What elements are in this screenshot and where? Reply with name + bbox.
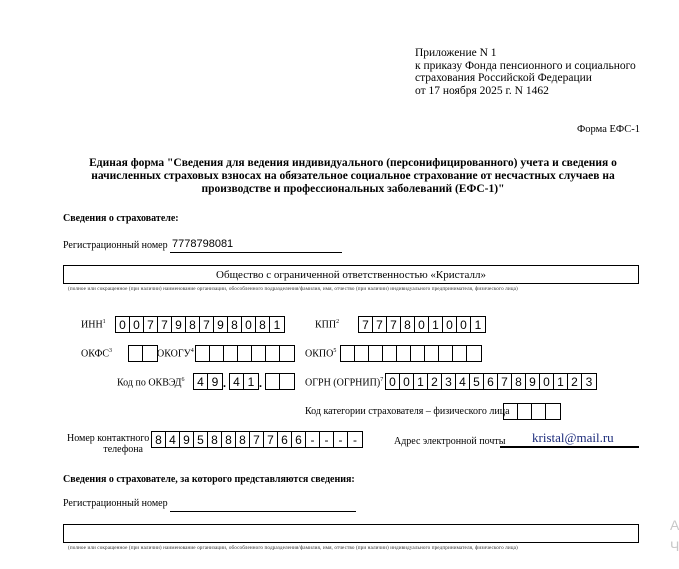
ogrn-cell: 0 (386, 374, 400, 389)
phone-cell: 8 (222, 432, 236, 447)
phone-cell: 6 (292, 432, 306, 447)
reg-number-value[interactable]: 7778798081 (172, 238, 234, 250)
ogrn-label: ОГРН (ОГРНИП)$^7$ (305, 377, 384, 389)
kpp-cell: 0 (457, 317, 471, 332)
phone-cell: - (334, 432, 348, 447)
okfs-cell (143, 346, 157, 361)
okpo-cell (425, 346, 439, 361)
inn-cell: 7 (144, 317, 158, 332)
phone-cell: 4 (166, 432, 180, 447)
ogrn-cell: 2 (568, 374, 582, 389)
insurer-section-title: Сведения о страхователе: (63, 213, 179, 224)
inn-cell: 0 (116, 317, 130, 332)
ogrn-cell: 4 (456, 374, 470, 389)
okpo-cell (467, 346, 481, 361)
okogu-cell (280, 346, 294, 361)
inn-cell: 0 (242, 317, 256, 332)
okpo-label: ОКПО$^5$ (305, 348, 337, 360)
phone-cell: 7 (250, 432, 264, 447)
okpo-cell (355, 346, 369, 361)
okpo-cell (383, 346, 397, 361)
okfs-cell (129, 346, 143, 361)
ogrn-cell: 1 (554, 374, 568, 389)
okogu-cell (224, 346, 238, 361)
ogrn-cell: 3 (442, 374, 456, 389)
okogu-field[interactable] (195, 345, 295, 362)
ogrn-cell: 0 (540, 374, 554, 389)
kpp-cell: 8 (401, 317, 415, 332)
form-code: Форма ЕФС-1 (577, 124, 640, 135)
category-cell (546, 404, 560, 419)
okogu-cell (238, 346, 252, 361)
okved-part1-field[interactable] (193, 373, 223, 390)
inn-cell: 9 (172, 317, 186, 332)
kpp-cell: 0 (443, 317, 457, 332)
okfs-label: ОКФС$^3$ (81, 348, 113, 360)
inn-cell: 7 (200, 317, 214, 332)
org-name-hint: (полное или сокращенное (при наличии) наименование организации, обособленного подразделения/фамилия, имя, отчество (при наличии) индивидуального предпринимателя, физического лица) (68, 286, 518, 292)
kpp-cell: 0 (415, 317, 429, 332)
ogrn-cell: 2 (428, 374, 442, 389)
okved3-cell (266, 374, 280, 389)
okpo-field[interactable] (340, 345, 482, 362)
okved3-cell (280, 374, 294, 389)
category-cell (532, 404, 546, 419)
kpp-label: КПП$^2$ (315, 319, 340, 331)
okogu-label: ОКОГУ$^4$ (157, 348, 194, 360)
ogrn-cell: 6 (484, 374, 498, 389)
edge-fragment-top: А (670, 517, 679, 533)
reported-reg-number-label: Регистрационный номер (63, 498, 168, 509)
phone-cell: 8 (208, 432, 222, 447)
reg-number-underline (170, 251, 342, 253)
org-name-value: Общество с ограниченной ответственностью «Кристалл» (216, 268, 486, 281)
inn-cell: 8 (256, 317, 270, 332)
okved1-cell: 9 (211, 374, 219, 389)
okpo-cell (411, 346, 425, 361)
inn-cell: 0 (130, 317, 144, 332)
inn-cell: 8 (186, 317, 200, 332)
phone-cell: 6 (278, 432, 292, 447)
okogu-cell (266, 346, 280, 361)
kpp-cell: 7 (373, 317, 387, 332)
ogrn-cell: 3 (585, 374, 593, 389)
okpo-cell (439, 346, 453, 361)
ogrn-cell: 5 (470, 374, 484, 389)
inn-cell: 9 (214, 317, 228, 332)
phone-label: Номер контактного телефона (67, 433, 150, 455)
okpo-cell (453, 346, 467, 361)
ogrn-cell: 7 (498, 374, 512, 389)
phone-cell: 8 (152, 432, 166, 447)
okved2-cell: 1 (247, 374, 255, 389)
okogu-cell (210, 346, 224, 361)
email-label: Адрес электронной почты (394, 436, 506, 447)
inn-cell: 1 (273, 317, 281, 332)
reg-number-label: Регистрационный номер (63, 240, 168, 251)
okved-part3-field[interactable] (265, 373, 295, 390)
reported-org-name-hint: (полное или сокращенное (при наличии) наименование организации, обособленного подразделения/фамилия, имя, отчество (при наличии) индивидуального предпринимателя, физического лица) (68, 545, 518, 551)
inn-cell: 7 (158, 317, 172, 332)
reported-insurer-section-title: Сведения о страхователе, за которого представляются сведения: (63, 474, 355, 485)
annex-header: Приложение N 1 к приказу Фонда пенсионного и социального страхования Российской Федерации от 17 ноября 2025 г. N 1462 (415, 47, 636, 97)
phone-cell: - (306, 432, 320, 447)
okved2-cell: 4 (230, 374, 244, 389)
insurer-category-field[interactable] (503, 403, 561, 420)
okved-separator: . (259, 376, 262, 390)
okfs-field[interactable] (128, 345, 158, 362)
ogrn-cell: 9 (526, 374, 540, 389)
insurer-category-label: Код категории страхователя – физического лица (305, 406, 510, 417)
inn-cell: 8 (228, 317, 242, 332)
phone-cell: 8 (236, 432, 250, 447)
edge-fragment-bottom: Ч (670, 538, 679, 554)
ogrn-cell: 0 (400, 374, 414, 389)
email-underline (500, 445, 639, 448)
okved-part2-field[interactable] (229, 373, 259, 390)
category-cell (504, 404, 518, 419)
okogu-cell (196, 346, 210, 361)
okved-label: Код по ОКВЭД$^6$ (117, 377, 185, 389)
kpp-cell: 1 (429, 317, 443, 332)
okpo-cell (397, 346, 411, 361)
phone-cell: 7 (264, 432, 278, 447)
phone-field[interactable] (151, 431, 363, 448)
okpo-cell (341, 346, 355, 361)
email-value[interactable]: kristal@mail.ru (532, 430, 614, 445)
inn-field[interactable] (115, 316, 285, 333)
ogrn-field[interactable] (385, 373, 597, 390)
phone-cell: - (320, 432, 334, 447)
phone-cell: 5 (194, 432, 208, 447)
okved-separator: . (223, 376, 226, 390)
form-title: Единая форма "Сведения для ведения индивидуального (персонифицированного) учета и сведения о начисленных страховых взносах на обязательное социальное страхование от несчастных случаев на производстве и профессиональных заболеваний (ЕФС-1)" (89, 157, 617, 195)
kpp-field[interactable] (358, 316, 486, 333)
phone-cell: 9 (180, 432, 194, 447)
reported-reg-number-underline (170, 510, 356, 512)
okpo-cell (369, 346, 383, 361)
category-cell (518, 404, 532, 419)
phone-cell: - (353, 432, 357, 447)
okved1-cell: 4 (194, 374, 208, 389)
kpp-cell: 1 (474, 317, 482, 332)
kpp-cell: 7 (387, 317, 401, 332)
inn-label: ИНН$^1$ (81, 319, 106, 331)
kpp-cell: 7 (359, 317, 373, 332)
org-name-field[interactable] (63, 265, 639, 284)
ogrn-cell: 8 (512, 374, 526, 389)
ogrn-cell: 1 (414, 374, 428, 389)
okogu-cell (252, 346, 266, 361)
reported-org-name-field[interactable] (63, 524, 639, 543)
